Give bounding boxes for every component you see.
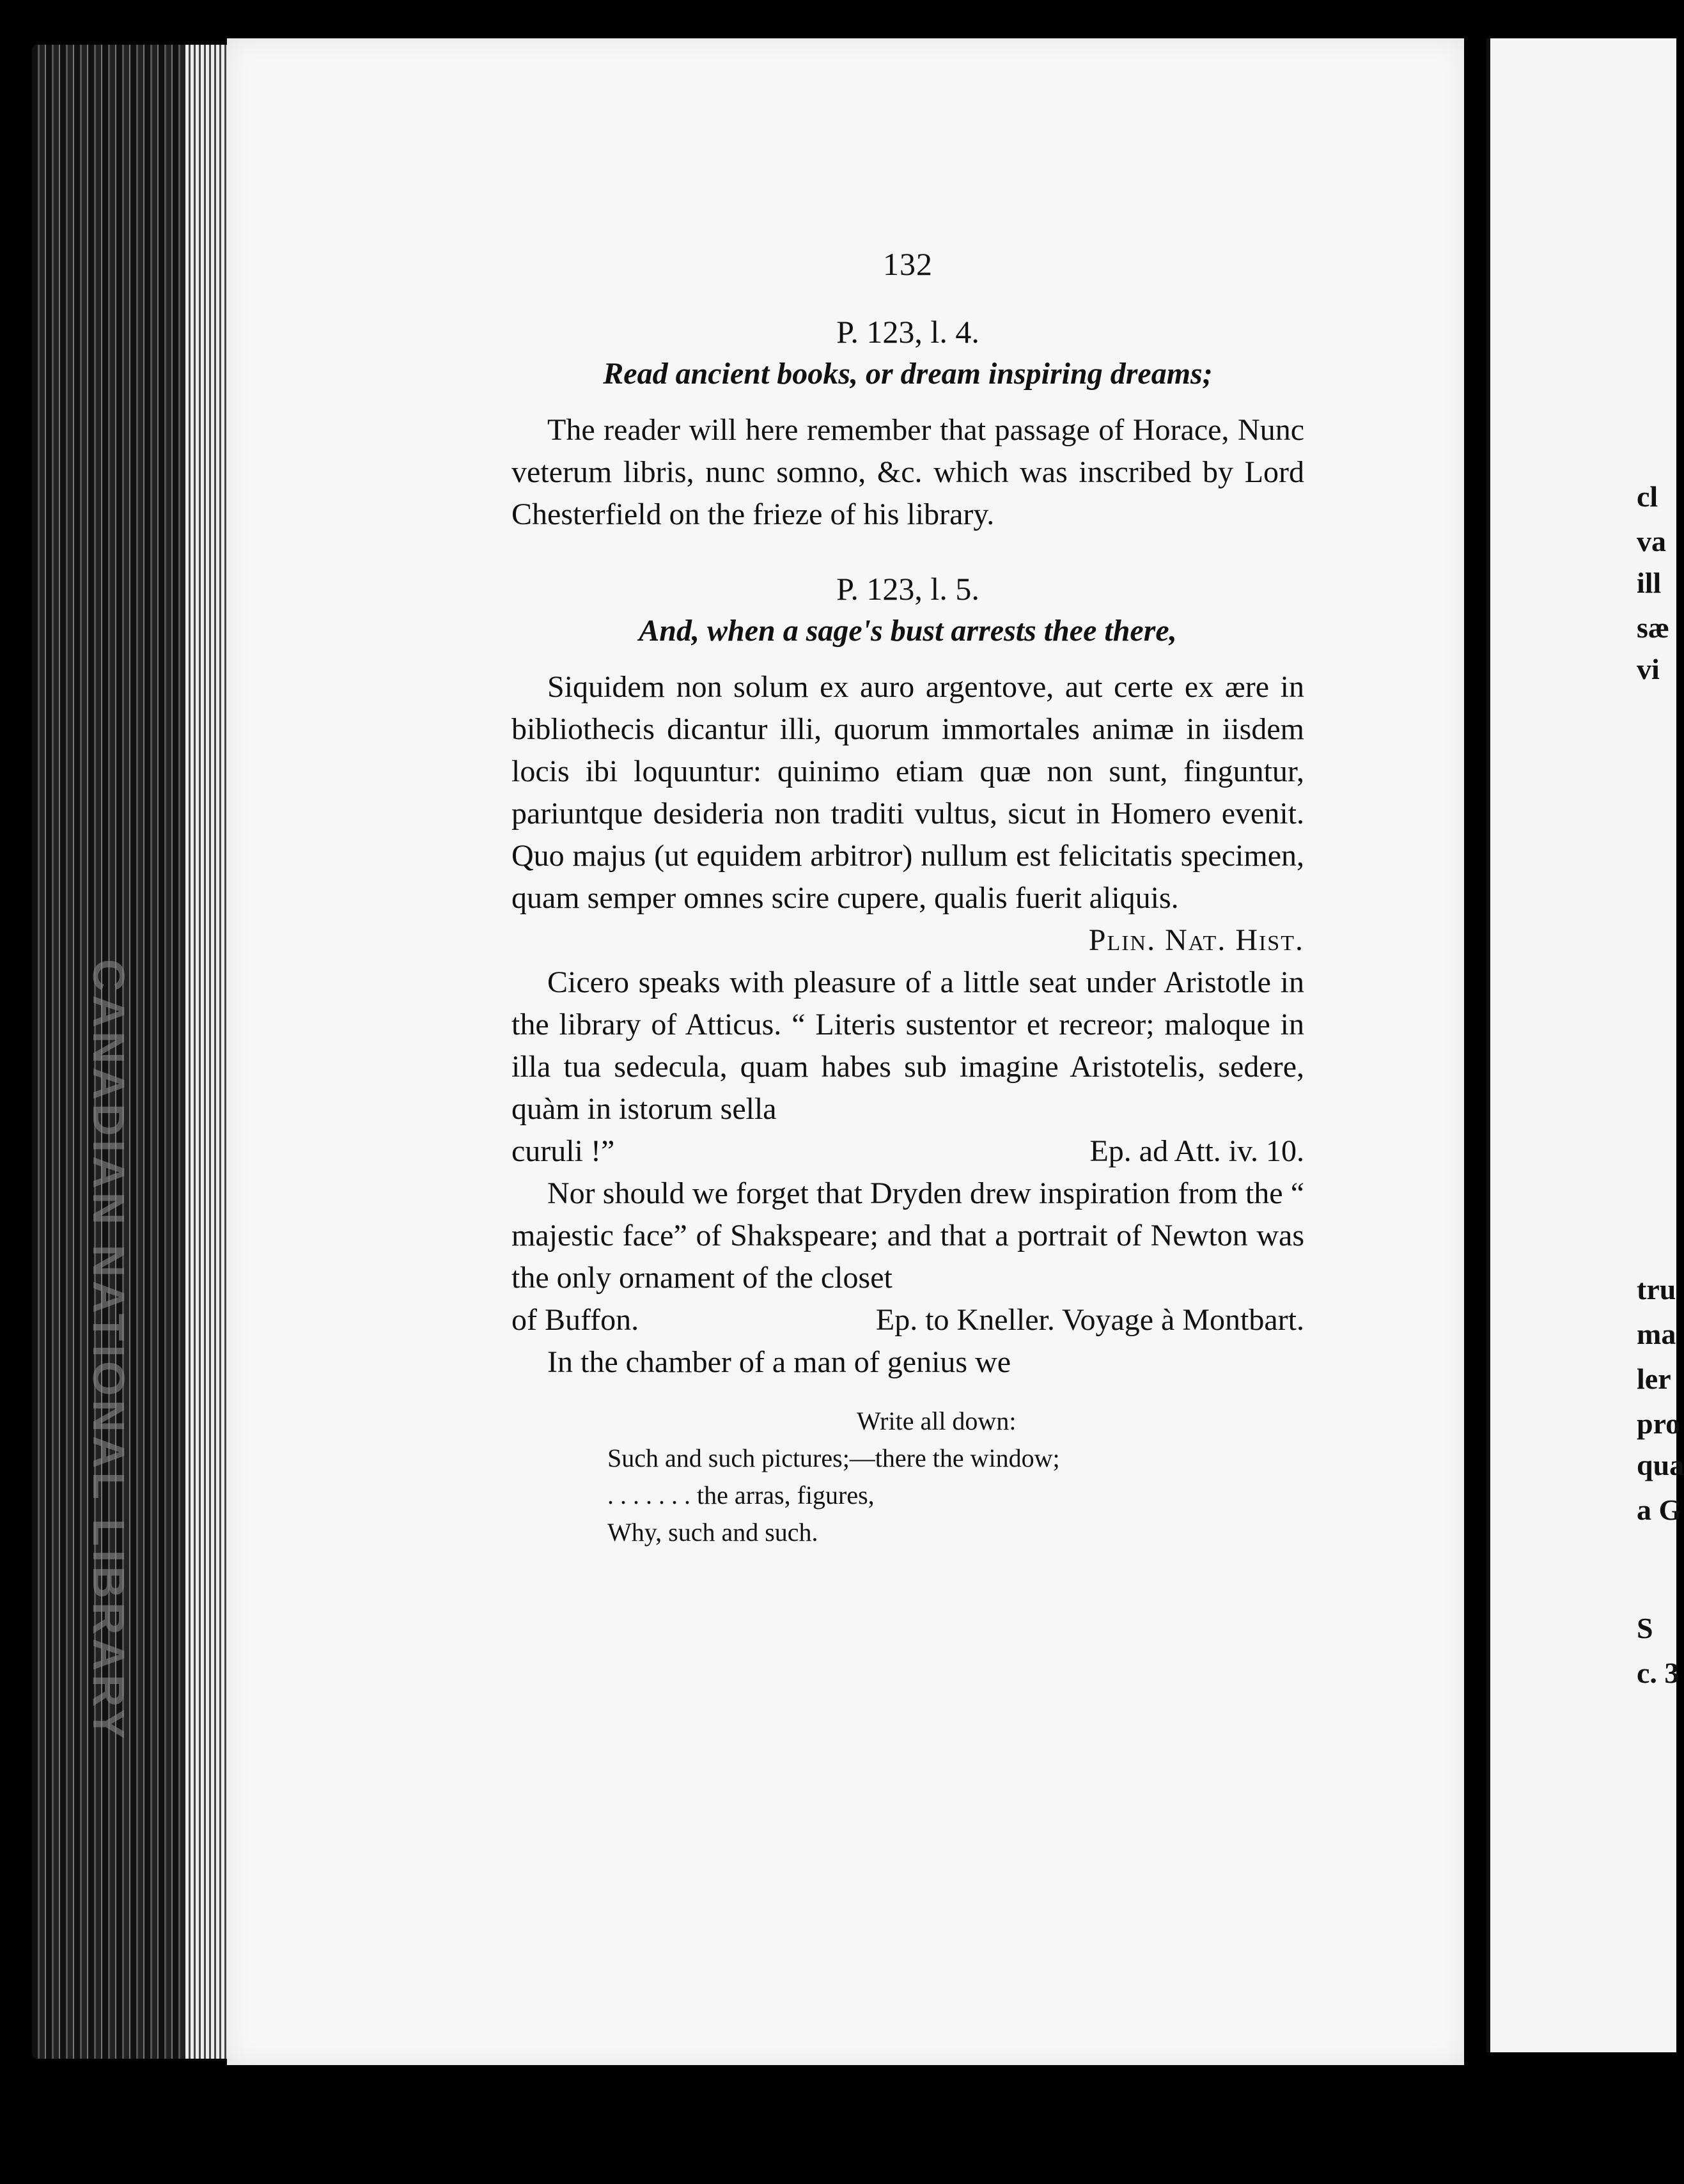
page-edges bbox=[185, 45, 230, 2059]
dryden-paragraph: Nor should we forget that Dryden drew inspiration from the “ majestic face” of Shakspeare; and that a portrait of Newton was the only ornament of the closet bbox=[511, 1176, 1304, 1295]
right-fragment: cl bbox=[1637, 480, 1658, 513]
section-heading: P. 123, l. 5. bbox=[836, 571, 979, 607]
section-quote: Read ancient books, or dream inspiring dreams; bbox=[603, 357, 1213, 391]
right-fragment: ler bbox=[1637, 1362, 1671, 1395]
latin-paragraph: Siquidem non solum ex auro argentove, aut certe ex ære in bibliothecis dicantur illi, quorum immortales animæ in iisdem locis ibi loquuntur: quinimo etiam quæ non sunt, finguntur, pariuntque desideria non traditi vultus, sicut in Homero evenit. Quo majus (ut equidem arbitror) nullum est felicitatis specimen, quam semper omnes scire cupere, qualis fuerit aliquis. bbox=[511, 670, 1304, 915]
spine-text: CANADIAN NATIONAL LIBRARY bbox=[84, 959, 134, 1743]
verse-line: Write all down: bbox=[857, 1407, 1017, 1435]
verse-line: . . . . . . . the arras, figures, bbox=[607, 1481, 875, 1509]
right-fragment: c. 3 bbox=[1637, 1657, 1680, 1689]
section-quote: And, when a sage's bust arrests thee there, bbox=[639, 614, 1177, 648]
citation: Ep. ad Att. iv. 10. bbox=[1089, 1134, 1304, 1168]
paragraph-end: of Buffon. bbox=[511, 1303, 639, 1337]
right-fragment: ma bbox=[1637, 1318, 1676, 1350]
page-content bbox=[511, 243, 1304, 1551]
right-fragment: S bbox=[1637, 1612, 1653, 1644]
verse-line: Why, such and such. bbox=[607, 1518, 818, 1547]
citation-line bbox=[511, 1299, 1304, 1341]
note-paragraph: The reader will here remember that passage of Horace, Nunc veterum libris, nunc somno, &c. which was inscribed by Lord Chesterfield on the frieze of his library. bbox=[511, 413, 1304, 531]
verse-block bbox=[511, 1403, 1304, 1551]
right-fragment: vi bbox=[1637, 653, 1660, 685]
paragraph-end: curuli !” bbox=[511, 1134, 615, 1168]
right-fragment: pro bbox=[1637, 1407, 1681, 1440]
right-fragment: tru bbox=[1637, 1273, 1676, 1306]
page-number: 132 bbox=[883, 246, 933, 282]
section-heading: P. 123, l. 4. bbox=[836, 314, 979, 350]
citation: Ep. to Kneller. Voyage à Montbart. bbox=[875, 1303, 1304, 1337]
citation: Plin. Nat. Hist. bbox=[1088, 923, 1304, 957]
cicero-paragraph: Cicero speaks with pleasure of a little seat under Aristotle in the library of Atticus. “ Literis sustentor et recreor; maloque in illa tua sedecula, quam habes sub imagine Aristotelis, sedere, quàm in istorum sella bbox=[511, 965, 1304, 1126]
right-fragment: a G bbox=[1637, 1494, 1682, 1526]
chamber-paragraph: In the chamber of a man of genius we bbox=[547, 1345, 1011, 1379]
citation-line bbox=[511, 1130, 1304, 1173]
right-fragment: va bbox=[1637, 525, 1666, 558]
verse-line: Such and such pictures;—there the window; bbox=[607, 1444, 1060, 1472]
right-fragment: ill bbox=[1637, 566, 1662, 599]
right-page bbox=[1486, 38, 1676, 2052]
right-fragment: qua bbox=[1637, 1449, 1684, 1481]
right-fragment: sæ bbox=[1637, 611, 1670, 644]
